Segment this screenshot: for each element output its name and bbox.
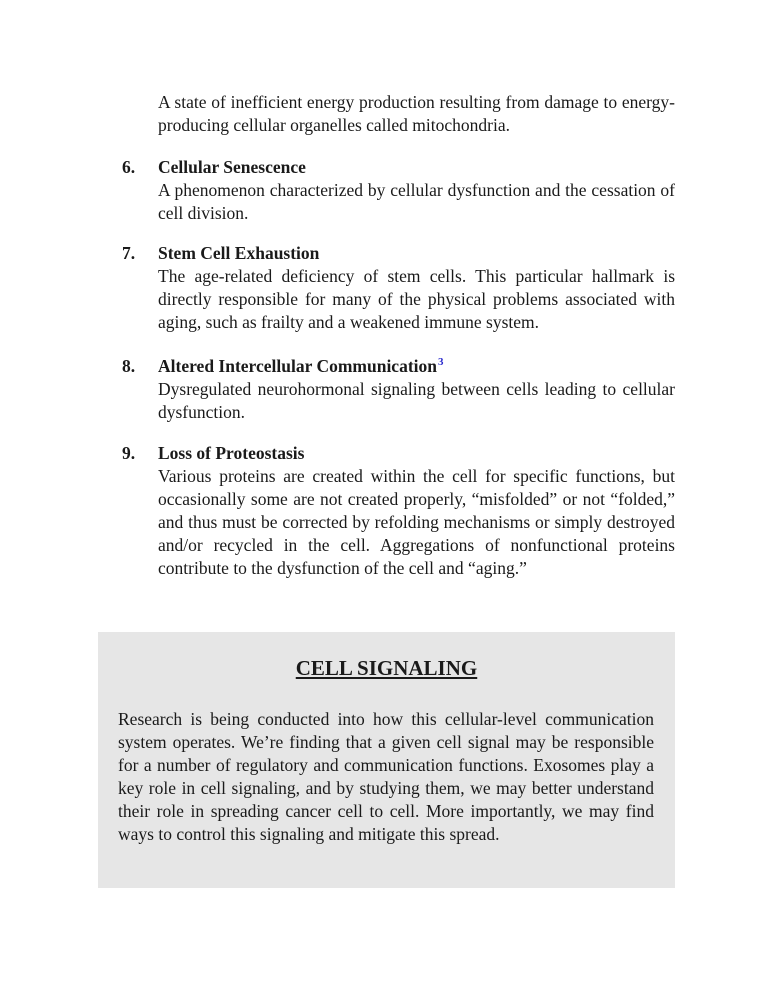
list-item-heading (122, 442, 675, 465)
callout-title: CELL SIGNALING (295, 656, 478, 680)
list-item-title (158, 355, 444, 378)
list-item-body: Dysregulated neurohormonal signaling between cells leading to cellular dysfunction. (158, 379, 675, 422)
list-item-body: A phenomenon characterized by cellular dysfunction and the cessation of cell division. (158, 180, 675, 223)
list-item-cellular-senescence (122, 156, 675, 225)
list-item-title-text: Loss of Proteostasis (158, 443, 305, 463)
list-item-altered-intercellular-communication (122, 355, 675, 424)
intro-paragraph: A state of inefficient energy production resulting from damage to energy-producing cellular organelles called mitochondria. (158, 92, 675, 135)
list-item-stem-cell-exhaustion (122, 242, 675, 334)
list-item-body: The age-related deficiency of stem cells. This particular hallmark is directly responsible for many of the physical problems associated with aging, such as frailty and a weakened immune system. (158, 266, 675, 332)
callout-body: Research is being conducted into how this cellular-level communication system operates. We’re finding that a given cell signal may be responsible for a number of regulatory and communication functions. Exosomes play a key role in cell signaling, and by studying them, we may better understand their role in spreading cancer cell to cell. More importantly, we may find ways to control this signaling and mitigate this spread. (118, 709, 654, 844)
list-item-heading (122, 355, 675, 378)
list-item-heading (122, 242, 675, 265)
list-item-loss-of-proteostasis (122, 442, 675, 580)
list-item-heading (122, 156, 675, 179)
list-item-title-text: Altered Intercellular Communication (158, 356, 438, 376)
list-item-title-text: Stem Cell Exhaustion (158, 243, 320, 263)
list-item-number: 6. (122, 157, 136, 177)
list-item-number: 9. (122, 443, 136, 463)
footnote-reference-link[interactable]: 3 (438, 356, 444, 368)
list-item-number: 8. (122, 356, 136, 376)
list-item-title (158, 442, 304, 465)
list-item-title-text: Cellular Senescence (158, 157, 306, 177)
cell-signaling-callout-box (98, 632, 675, 888)
list-item-title (158, 156, 306, 179)
list-item-body: Various proteins are created within the cell for specific functions, but occasionally some are not created properly, “misfolded” or not “folded,” and thus must be corrected by refolding mechanisms or simply destroyed and/or recycled in the cell. Aggregations of nonfunctional proteins contribute to the dysfunction of the cell and “aging.” (158, 466, 675, 578)
list-item-number: 7. (122, 243, 136, 263)
list-item-title (158, 242, 319, 265)
